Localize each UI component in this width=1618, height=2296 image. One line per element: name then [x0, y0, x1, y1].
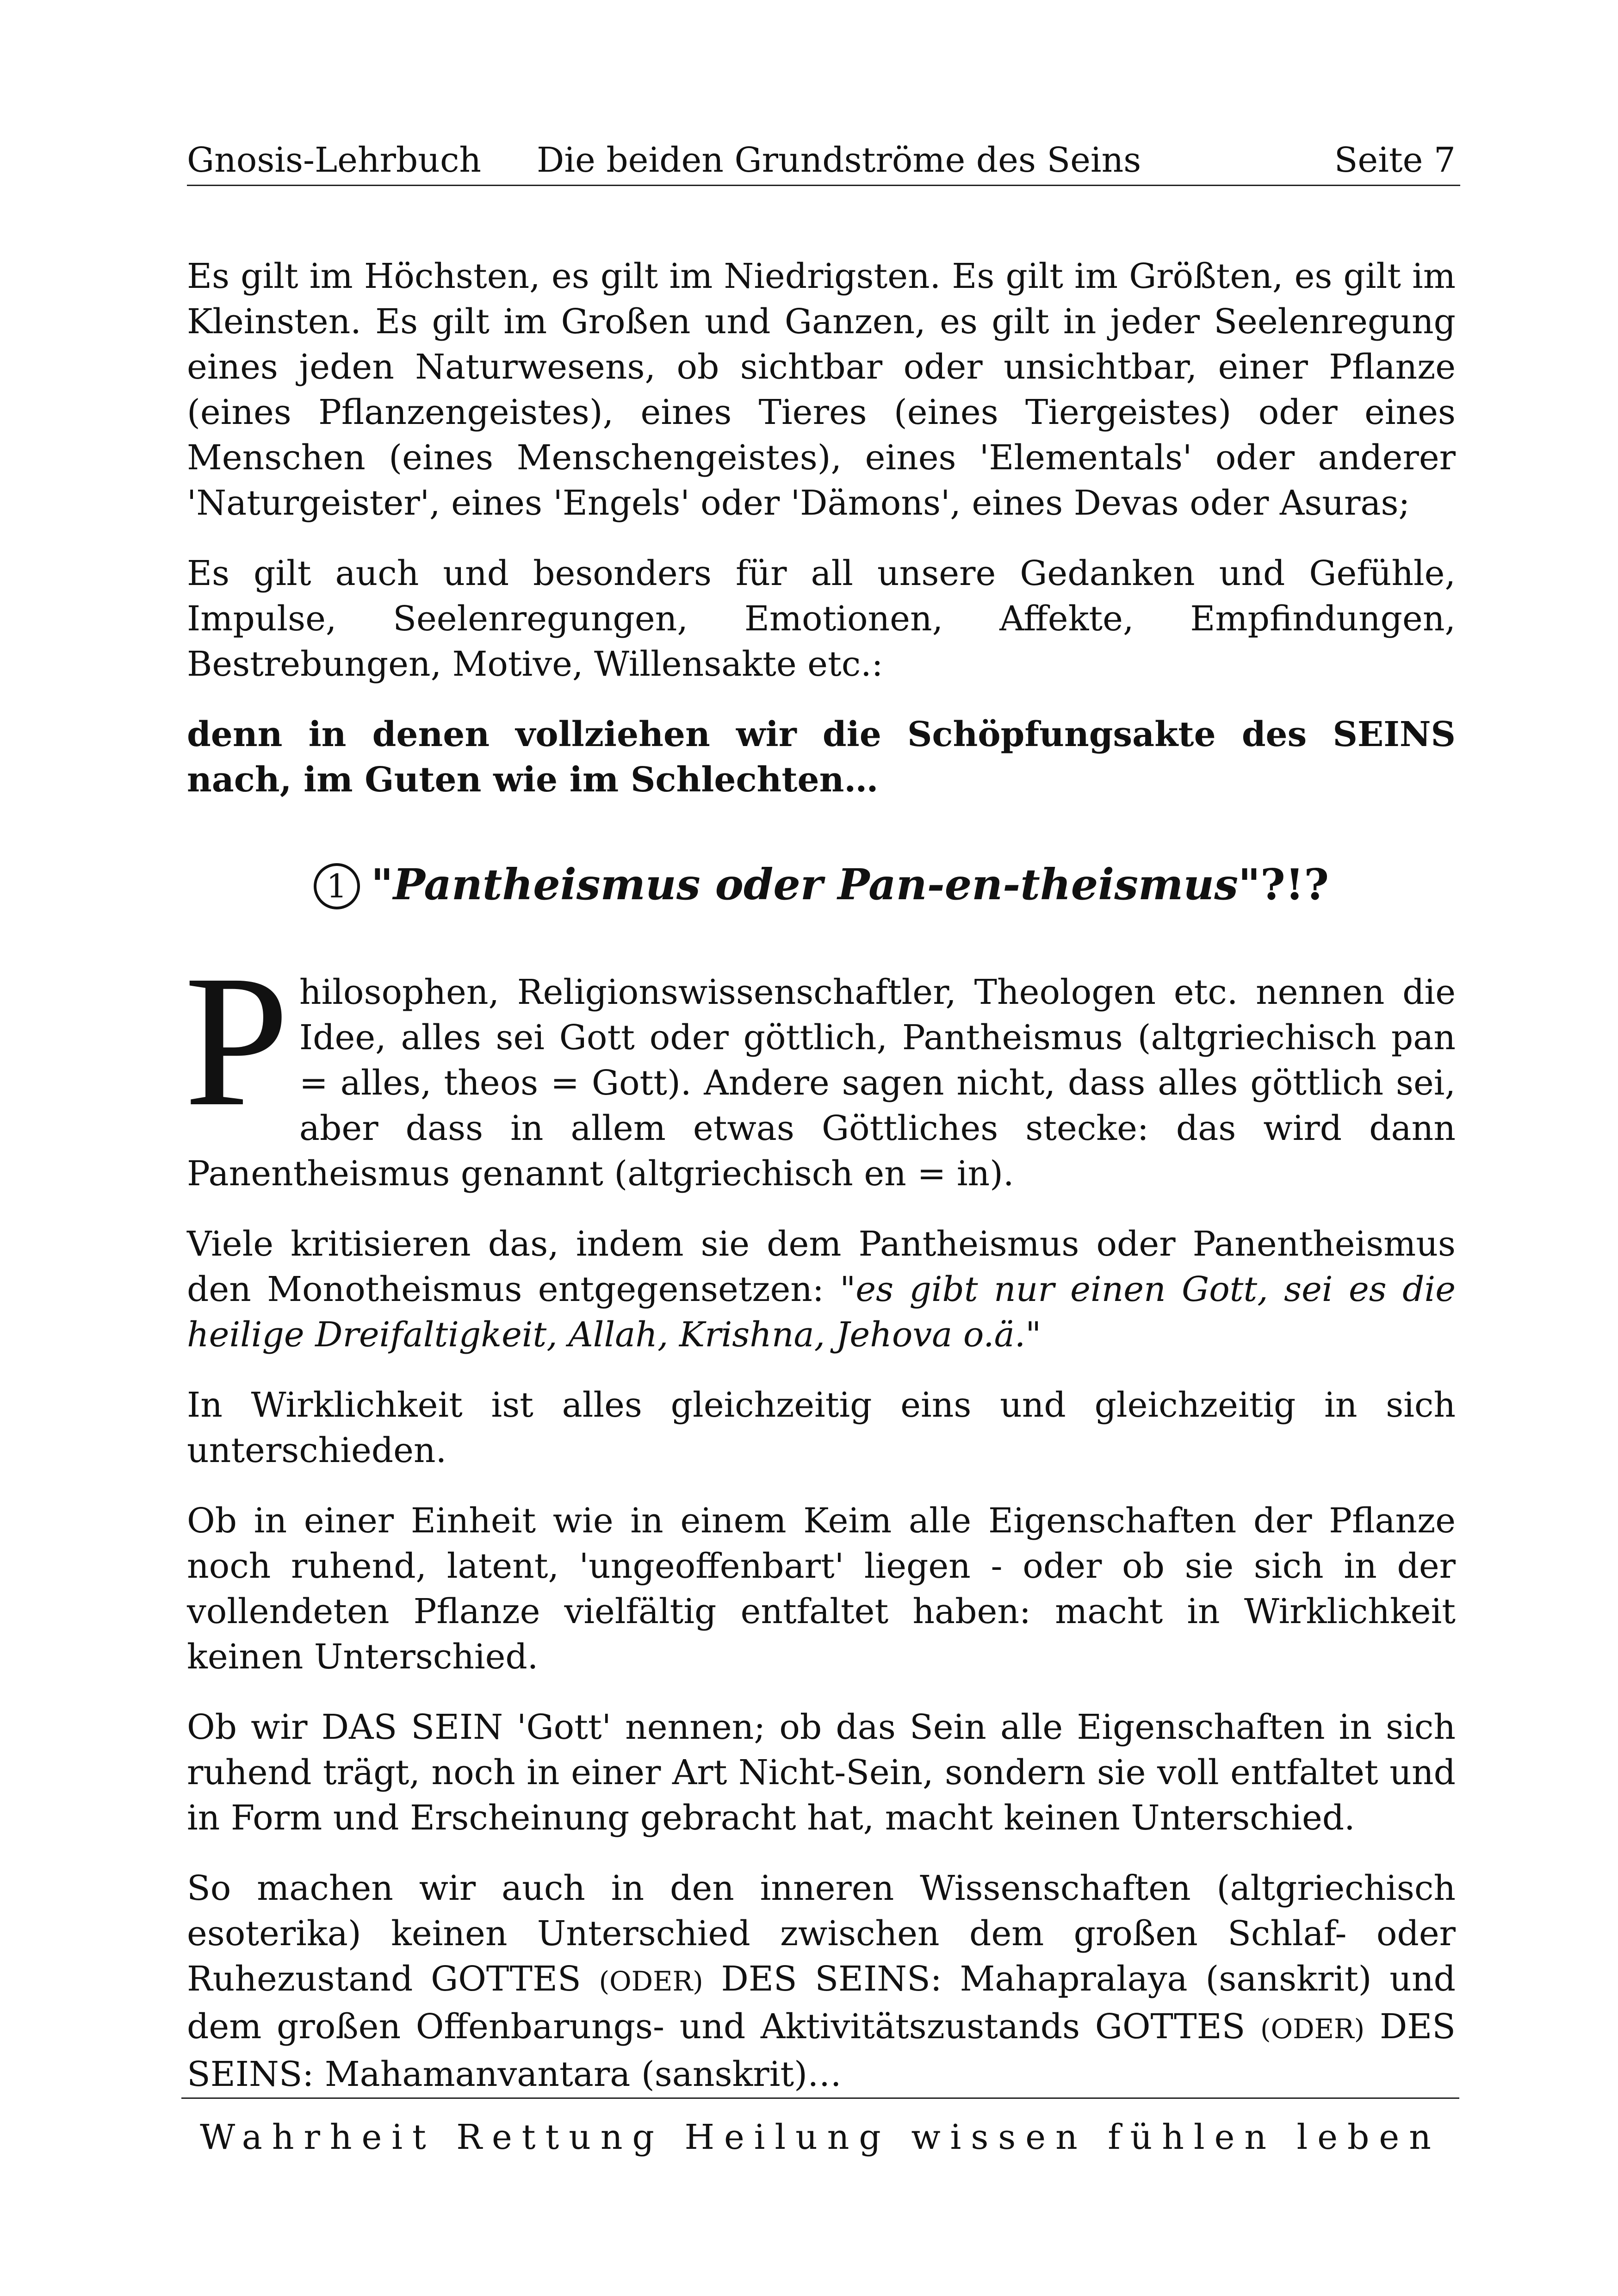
drop-cap-letter: P	[184, 936, 289, 1145]
paragraph-9-oder-1: (ODER)	[599, 1966, 703, 1997]
section-heading	[187, 854, 1456, 915]
page-body	[184, 254, 1456, 2122]
footer-divider	[181, 2097, 1459, 2099]
paragraph-2: Es gilt auch und besonders für all unsere Gedanken und Gefühle, Impulse, Seelenregungen, Emotionen, Affekte, Empfindungen, Bestrebungen, Motive, Willensakte etc.:	[187, 554, 1456, 684]
paragraph-1: Es gilt im Höchsten, es gilt im Niedrigsten. Es gilt im Größten, es gilt im Kleinsten. Es gilt im Großen und Ganzen, es gilt in jeder Seelenregung eines jeden Naturwesens, ob sichtbar oder unsichtbar, einer Pflanze (eines Pflanzengeistes), eines Tieres (eines Tiergeistes) oder eines Menschen (eines Menschengeistes), eines 'Elementals' oder anderer 'Naturgeister', eines 'Engels' oder 'Dämons', eines Devas oder Asuras;	[187, 256, 1456, 523]
paragraph-8: Ob wir DAS SEIN 'Gott' nennen; ob das Sein alle Eigenschaften in sich ruhend trägt, noch in einer Art Nicht-Sein, sondern sie voll entfaltet und in Form und Erscheinung gebracht hat, macht keinen Unterschied.	[187, 1707, 1456, 1838]
paragraph-9-part-a: So machen wir auch in den inneren Wissenschaften (altgriechisch esoterika) keinen Unterschied zwischen dem großen Schlaf- oder Ruhezustand GOTTES	[187, 1868, 1456, 1999]
paragraph-3-bold: denn in denen vollziehen wir die Schöpfungsakte des SEINS nach, im Guten wie im Schlechten…	[187, 715, 1456, 800]
paragraph-5-text: Viele kritisieren das, indem sie dem Pantheismus oder Panentheismus den Monotheismus entgegensetzen:	[187, 1224, 1456, 1309]
footer-motto: Wahrheit Rettung Heilung wissen fühlen leben	[200, 2117, 1441, 2157]
paragraph-9-part-b: DES SEINS: Mahapralaya (sanskrit) und dem großen Offenbarungs- und Aktivitätszustands GOTTES	[187, 1959, 1456, 2047]
section-number-badge: 1	[314, 863, 360, 909]
paragraph-9	[187, 1866, 1456, 2097]
header-page-number: Seite 7	[1334, 140, 1456, 180]
page-header	[187, 134, 1460, 186]
header-book-title: Gnosis-Lehrbuch	[187, 140, 482, 180]
paragraph-9-part-c: DES SEINS: Mahamanvantara (sanskrit)…	[187, 2007, 1456, 2094]
paragraph-7: Ob in einer Einheit wie in einem Keim alle Eigenschaften der Pflanze noch ruhend, latent, 'ungeoffenbart' liegen - oder ob sie sich in der vollendeten Pflanze vielfältig entfaltet haben: macht in Wirklichkeit keinen Unterschied.	[187, 1501, 1456, 1677]
paragraph-5	[187, 1221, 1456, 1357]
paragraph-5-quote: "es gibt nur einen Gott, sei es die heilige Dreifaltigkeit, Allah, Krishna, Jehova o.ä."	[187, 1269, 1456, 1355]
section-title-suffix: ?!?	[1260, 859, 1329, 909]
paragraph-9-oder-2: (ODER)	[1260, 2013, 1365, 2045]
paragraph-4-text: hilosophen, Religionswissenschaftler, Theologen etc. nennen die Idee, alles sei Gott oder göttlich, Pantheismus (altgriechisch pan = alles, theos = Gott). Andere sagen nicht, dass alles göttlich sei, aber dass in allem etwas Göttliches stecke: das wird dann Panentheismus genannt (altgriechisch en = in).	[187, 972, 1456, 1194]
section-title: "Pantheismus oder Pan-en-theismus"	[371, 859, 1260, 909]
header-chapter-title: Die beiden Grundströme des Seins	[537, 140, 1141, 180]
paragraph-6: In Wirklichkeit ist alles gleichzeitig eins und gleichzeitig in sich unterschieden.	[187, 1385, 1456, 1470]
paragraph-4-dropcap	[184, 936, 1456, 1196]
